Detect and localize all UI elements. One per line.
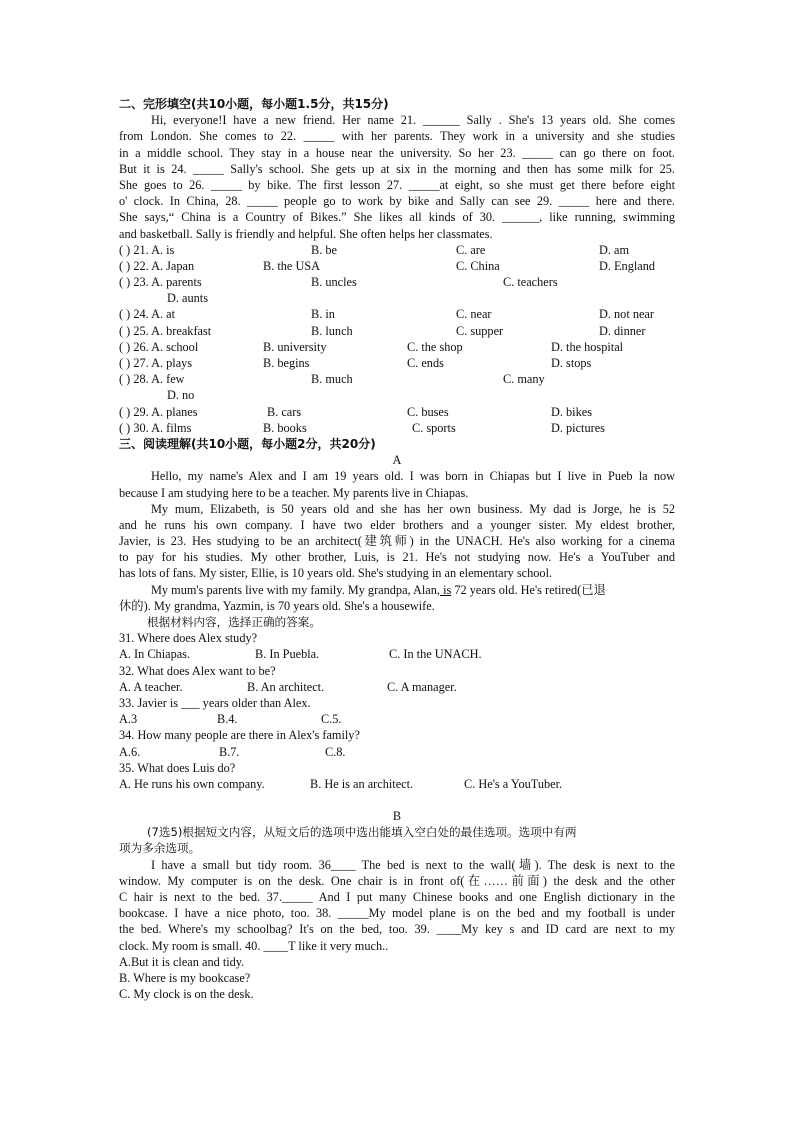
exam-page — [119, 96, 675, 1002]
option-b: B. much — [311, 372, 353, 387]
passage-line: Hello, my name's Alex and I am 19 years old. I was born in Chiapas but I live in Pueb la now — [151, 469, 675, 484]
passage-a-label: A — [392, 453, 402, 468]
question-stem: ( ) 22. A. Japan — [119, 258, 195, 273]
passage-line: But it is 24. _____ Sally's school. She gets up at six in the morning and then has some milk for 25. — [119, 161, 675, 176]
option-b: B. books — [263, 420, 307, 435]
option-b: B. uncles — [311, 275, 357, 290]
passage-line: bookcase. I have a nice photo, too. 38. _____My model plane is on the bed and my football is under — [119, 906, 675, 921]
section3-heading: 三、阅读理解(共10小题，每小题2分，共20分) — [119, 436, 376, 451]
question-stem: ( ) 30. A. films — [119, 420, 192, 435]
passage-b-label: B — [392, 809, 402, 824]
option-b: B. Where is my bookcase? — [119, 970, 251, 985]
question-34-options — [119, 744, 675, 760]
option-d: D. pictures — [551, 420, 605, 435]
option-c: C. many — [503, 372, 545, 387]
option-b: B. lunch — [311, 323, 353, 338]
question-stem: ( ) 21. A. is — [119, 242, 175, 257]
question-32: 32. What does Alex want to be? — [119, 663, 276, 678]
question-stem: ( ) 27. A. plays — [119, 356, 193, 370]
passage-text: 72 years old. He's retired(已退 — [451, 582, 606, 597]
option-d: D. am — [599, 242, 630, 257]
passage-line: C hair is next to the bed. 37._____ And I put many Chinese books and one English dictionary in the — [119, 890, 675, 904]
option-c: C. In the UNACH. — [389, 647, 482, 662]
passage-b-instruction: (7选5)根据短文内容，从短文后的选项中选出能填入空白处的最佳选项。选项中有两 — [147, 825, 577, 840]
option-b: B. university — [263, 339, 327, 354]
question-21 — [119, 242, 675, 258]
option-c: C. near — [456, 307, 492, 322]
option-c: C. the shop — [407, 339, 463, 354]
option-a: A.6. — [119, 744, 141, 759]
option-d: D. not near — [599, 307, 654, 322]
question-28 — [119, 371, 675, 387]
option-b: B. An architect. — [247, 679, 325, 694]
option-c: C. are — [456, 242, 486, 257]
question-26 — [119, 339, 675, 355]
option-a: A. A teacher. — [119, 679, 183, 694]
option-b: B.4. — [217, 712, 238, 727]
passage-line: Javier, is 23. Hes studying to be an architect(建筑师) in the UNACH. He's also working for a cinema — [119, 534, 675, 549]
passage-line: I have a small but tidy room. 36____ The bed is next to the wall(墙). The desk is next to the — [151, 857, 675, 872]
option-c: C. A manager. — [387, 679, 457, 694]
option-d: D. the hospital — [551, 339, 624, 354]
question-stem: ( ) 23. A. parents — [119, 275, 202, 290]
option-c: C.5. — [321, 712, 342, 727]
option-d: D. England — [599, 258, 656, 273]
option-b: B. begins — [263, 356, 310, 370]
question-23 — [119, 274, 675, 290]
question-35-options — [119, 776, 675, 792]
passage-line: My mum, Elizabeth, is 50 years old and she has her own business. My dad is Jorge, he is 52 — [151, 501, 675, 516]
passage-line: o' clock. In China, 28. _____ people go to work by bike and Sally can see 29. _____ here and there. — [119, 194, 675, 209]
passage-line: in a middle school. They stay in a house near the university. So her 23. _____ can go there on foot. — [119, 145, 675, 160]
option-d: D. bikes — [551, 404, 592, 419]
option-c: C. ends — [407, 356, 444, 370]
option-b: B.7. — [219, 744, 240, 759]
passage-line: clock. My room is small. 40. ____T like it very much.. — [119, 938, 389, 953]
passage-line: She says,“ China is a Country of Bikes.” She likes all kinds of 30. ______, like running, swimming — [119, 210, 675, 225]
question-24 — [119, 306, 675, 322]
option-c: C. sports — [412, 420, 456, 435]
passage-line: She goes to 26. _____ by bike. The first lesson 27. _____at eight, so she must get there before eight — [119, 177, 675, 192]
option-c: C. buses — [407, 404, 449, 419]
passage-a-instruction: 根据材料内容，选择正确的答案。 — [147, 615, 321, 629]
passage-line: has lots of fans. My sister, Ellie, is 10 years old. She's studying in an elementary school. — [119, 566, 553, 581]
option-a: A.But it is clean and tidy. — [119, 954, 245, 969]
option-b: B. He is an architect. — [310, 776, 414, 791]
passage-line: 休的). My grandma, Yazmin, is 70 years old. She's a housewife. — [119, 598, 435, 613]
passage-line: because I am studying here to be a teacher. My parents live in Chiapas. — [119, 485, 469, 500]
option-c: C. He's a YouTuber. — [464, 776, 563, 791]
question-29 — [119, 404, 675, 420]
question-stem: ( ) 25. A. breakfast — [119, 323, 212, 338]
question-35: 35. What does Luis do? — [119, 760, 236, 775]
option-c: C. China — [456, 258, 500, 273]
option-b: B. cars — [267, 404, 302, 419]
option-b: B. In Puebla. — [255, 647, 320, 662]
question-34: 34. How many people are there in Alex's family? — [119, 728, 360, 743]
option-b: B. the USA — [263, 258, 321, 273]
passage-line: from London. She comes to 22. _____ with her parents. They work in a university and she studies — [119, 129, 675, 144]
question-25 — [119, 323, 675, 339]
passage-b-instruction: 项为多余选项。 — [119, 841, 201, 856]
question-22 — [119, 258, 675, 274]
question-stem: ( ) 28. A. few — [119, 372, 185, 387]
question-stem: ( ) 29. A. planes — [119, 404, 198, 419]
section2-heading: 二、完形填空(共10小题，每小题1.5分，共15分) — [119, 97, 389, 111]
question-stem: ( ) 26. A. school — [119, 339, 199, 354]
passage-line: window. My computer is on the desk. One chair is in front of(在……前面) the desk and the other — [119, 873, 675, 888]
option-a: A.3 — [119, 712, 138, 727]
underlined-text: , is — [436, 582, 452, 597]
option-d: D. stops — [551, 356, 592, 370]
option-c: C. teachers — [503, 275, 558, 290]
option-d: D. dinner — [599, 323, 646, 338]
option-a: A. In Chiapas. — [119, 647, 191, 662]
question-30 — [119, 420, 675, 436]
option-b: B. in — [311, 307, 335, 322]
option-d: D. no — [167, 388, 195, 403]
option-c: C.8. — [325, 744, 346, 759]
option-c: C. supper — [456, 323, 504, 338]
option-d: D. aunts — [167, 291, 208, 306]
passage-line — [119, 582, 675, 598]
passage-line: and he runs his own company. I have two elder brothers and a younger sister. My eldest brother, — [119, 517, 675, 532]
question-31: 31. Where does Alex study? — [119, 631, 258, 646]
option-a: A. He runs his own company. — [119, 776, 265, 791]
question-stem: ( ) 24. A. at — [119, 307, 176, 322]
passage-line: the bed. Where's my schoolbag? It's on the bed, too. 39. ____My key s and ID card are next to my — [119, 922, 675, 937]
option-c: C. My clock is on the desk. — [119, 987, 254, 1002]
question-33: 33. Javier is ___ years older than Alex. — [119, 695, 311, 710]
question-33-options — [119, 711, 675, 727]
question-32-options — [119, 679, 675, 695]
passage-line: Hi, everyone!I have a new friend. Her name 21. ______ Sally . She's 13 years old. She comes — [151, 113, 675, 128]
passage-text: My mum's parents live with my family. My grandpa, Alan — [151, 582, 437, 597]
option-b: B. be — [311, 242, 337, 257]
question-27 — [119, 355, 675, 371]
passage-line: and basketball. Sally is friendly and helpful. She often helps her classmates. — [119, 226, 493, 241]
question-31-options — [119, 646, 675, 662]
passage-line: to pay for his studies. My other brother, Luis, is 21. He's not studying now. He's a YouTuber and — [119, 550, 675, 565]
